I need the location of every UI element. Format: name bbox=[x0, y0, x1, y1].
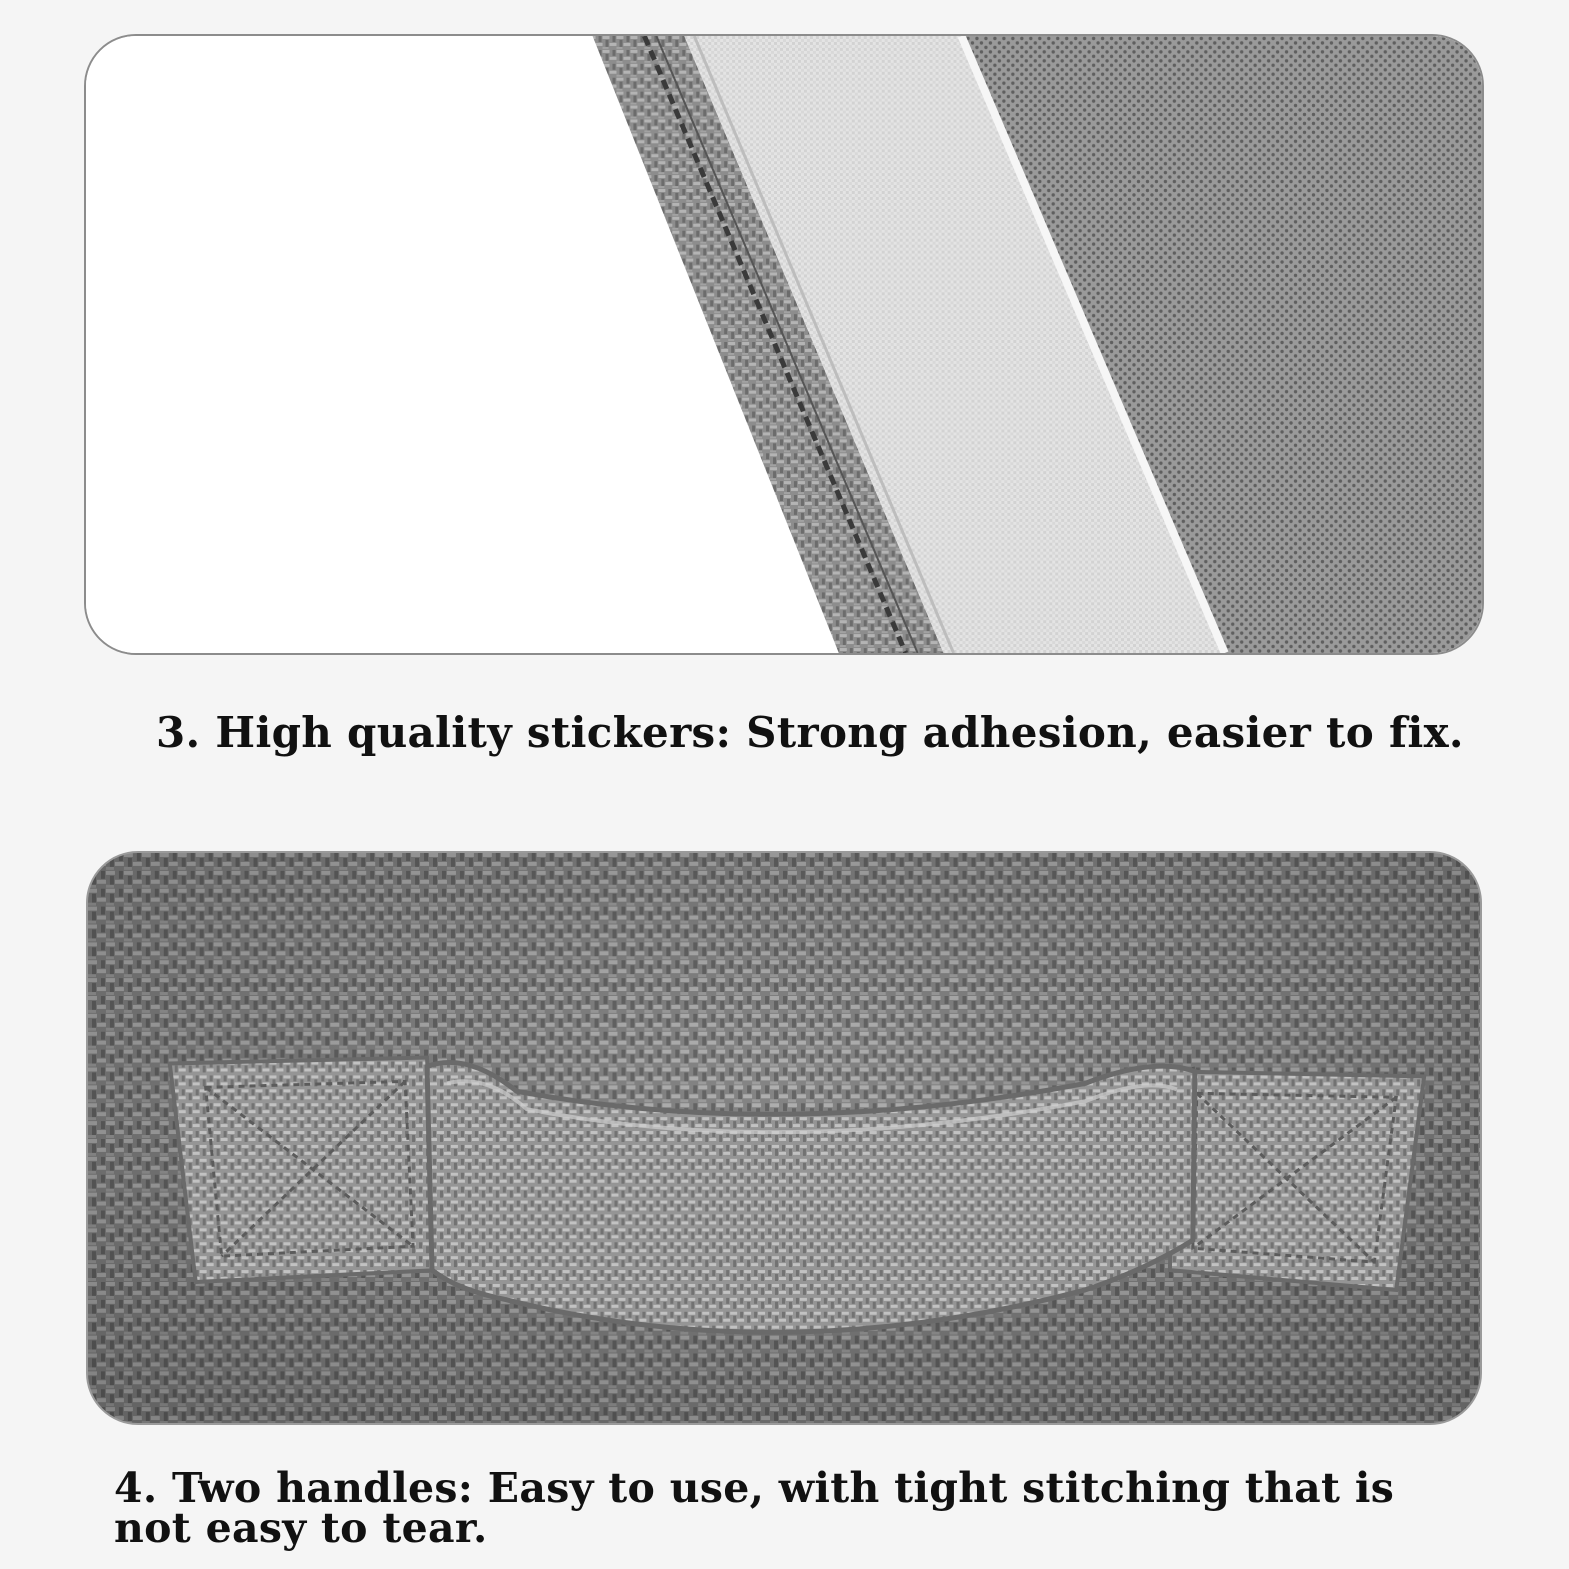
caption-handles: 4. Two handles: Easy to use, with tight stitching that is not easy to tear. bbox=[114, 1464, 1395, 1552]
caption-stickers: 3. High quality stickers: Strong adhesion, easier to fix. bbox=[156, 708, 1464, 757]
handle-closeup-photo bbox=[86, 851, 1482, 1425]
handle-closeup-illustration bbox=[88, 853, 1480, 1423]
sticker-closeup-photo bbox=[84, 34, 1484, 655]
sticker-closeup-illustration bbox=[86, 36, 1482, 653]
